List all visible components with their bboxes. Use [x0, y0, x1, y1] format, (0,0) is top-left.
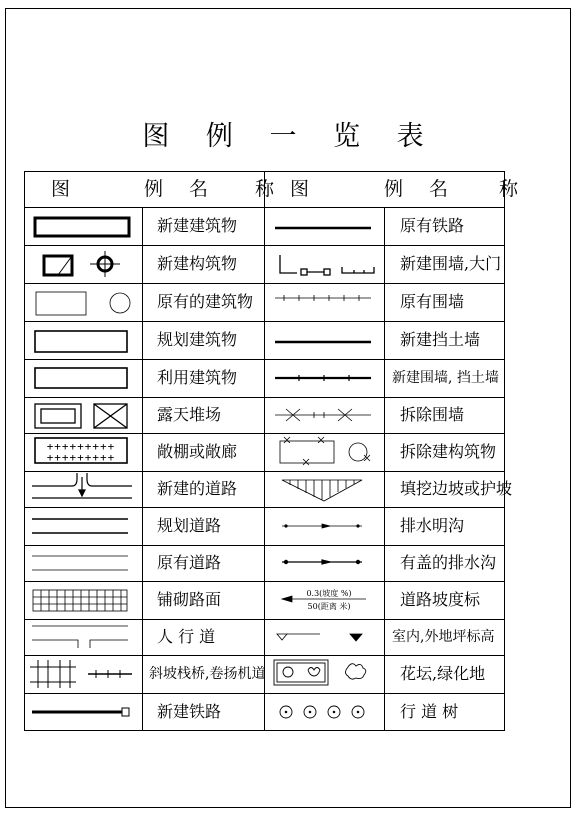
left-symbols: [30, 218, 132, 716]
row-6-right-label: 拆除围墙: [400, 405, 465, 424]
elevation-icon: [277, 634, 362, 641]
row-1-right-label: 原有铁路: [400, 216, 465, 235]
row-14-left-label: 新建铁路: [157, 702, 222, 721]
planned-road-icon: [32, 519, 128, 533]
grade-label-top: 0.3(坡度 %): [306, 589, 352, 598]
row-8-right-label: 填挖边坡或护坡: [400, 479, 513, 498]
page-title: 图 例 一 览 表: [142, 121, 438, 152]
row-7-right-label: 拆除建构筑物: [400, 442, 497, 461]
open-yard-icon: [35, 404, 127, 428]
row-3-right-label: 原有围墙: [400, 292, 465, 311]
row-12-left-label: 人 行 道: [157, 627, 216, 646]
legend-table: [24, 171, 519, 731]
reused-building-icon: [35, 368, 127, 388]
row-14-right-label: 行 道 树: [400, 702, 459, 721]
row-4-left-label: 规划建筑物: [157, 330, 238, 349]
row-10-left-label: 原有道路: [157, 553, 222, 572]
structure-icon: [44, 251, 120, 277]
row-11-right-label: 道路坡度标: [400, 590, 481, 609]
flowerbed-icon: [274, 660, 366, 685]
demolish-structure-icon: [280, 437, 370, 465]
header-right-name-end: 称: [499, 178, 519, 200]
row-9-left-label: 规划道路: [157, 516, 222, 535]
existing-road-icon: [32, 556, 128, 570]
row-9-right-label: 排水明沟: [400, 516, 465, 535]
row-11-left-label: 铺砌路面: [157, 590, 222, 609]
planned-building-icon: [35, 331, 127, 352]
row-3-left-label: 原有的建筑物: [157, 292, 254, 311]
shed-icon: [35, 438, 127, 464]
new-railway-icon: [32, 708, 129, 716]
row-5-left-label: 利用建筑物: [157, 368, 238, 387]
svg-text:+++++++++: +++++++++: [46, 440, 116, 453]
thick-rect-icon: [35, 218, 129, 236]
row-8-left-label: 新建的道路: [157, 479, 238, 498]
covered-ditch-icon: [282, 560, 362, 564]
row-2-right-label: 新建围墙,大门: [400, 254, 502, 273]
row-2-left-label: 新建构筑物: [157, 254, 238, 273]
paving-icon: [33, 590, 127, 611]
header-left-graphic: 图: [51, 178, 71, 200]
wall-gate-icon: [280, 255, 374, 275]
grade-label-bottom: 50(距离 米): [307, 602, 351, 611]
row-7-left-label: 敞棚或敞廊: [157, 442, 238, 461]
row-1-left-label: 新建建筑物: [157, 216, 238, 235]
new-road-icon: [32, 473, 132, 498]
svg-text:+++++++++: +++++++++: [46, 451, 116, 464]
ramp-bridge-icon: [30, 660, 132, 688]
header-right-name: 例 名: [384, 178, 459, 200]
header-right-graphic: 图: [290, 178, 310, 200]
row-6-left-label: 露天堆场: [157, 405, 222, 424]
header-left-name-end: 称: [255, 178, 275, 200]
row-10-right-label: 有盖的排水沟: [400, 553, 497, 572]
slope-icon: [282, 480, 362, 501]
wall-retaining-icon: [275, 375, 371, 381]
row-13-left-label: 斜坡栈桥,卷扬机道: [149, 666, 266, 682]
right-symbols: [274, 228, 374, 718]
row-4-right-label: 新建挡土墙: [400, 330, 481, 349]
existing-wall-icon: [275, 295, 371, 301]
row-5-right-label: 新建围墙, 挡土墙: [392, 370, 499, 386]
row-12-right-label: 室内,外地坪标高: [392, 629, 495, 645]
sidewalk-icon: [32, 626, 128, 648]
row-13-right-label: 花坛,绿化地: [400, 664, 486, 683]
header-left-name: 例 名: [144, 178, 219, 200]
existing-building-icon: [36, 292, 130, 315]
open-ditch-icon: [282, 524, 362, 528]
demolish-wall-icon: [275, 409, 371, 421]
street-tree-icon: [280, 706, 364, 718]
